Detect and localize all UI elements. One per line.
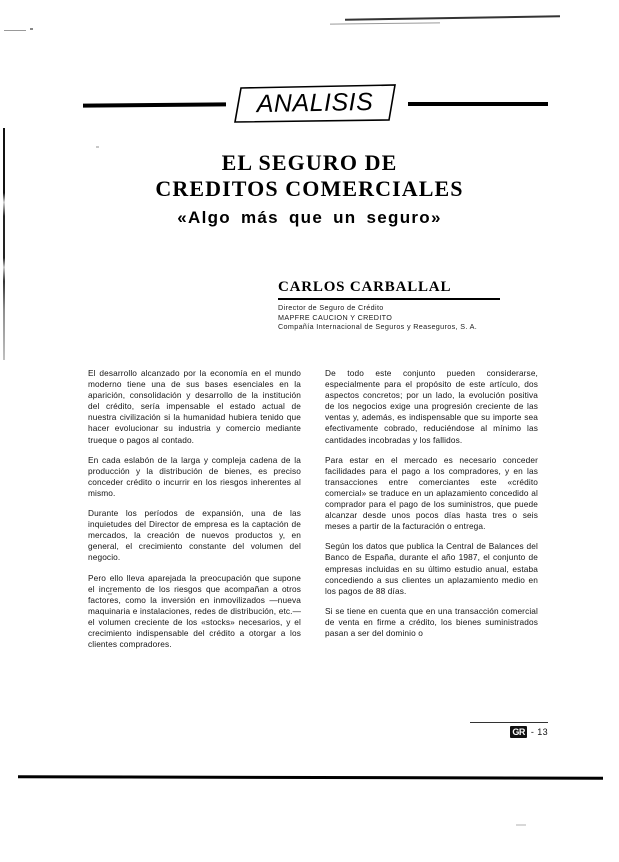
scan-artifact-speck-c bbox=[96, 146, 99, 148]
page-title-line-2: CREDITOS COMERCIALES bbox=[155, 176, 464, 201]
page-subtitle: «Algo más que un seguro» bbox=[177, 208, 442, 227]
byline bbox=[278, 278, 538, 332]
scan-artifact-speck-b bbox=[516, 824, 526, 826]
byline-divider bbox=[278, 298, 500, 300]
publication-logo-icon: GR bbox=[512, 727, 525, 737]
article-title-block bbox=[0, 150, 619, 230]
paragraph: En cada eslabón de la larga y compleja cadena de la producción y la distribución de bienes, es preciso conceder crédito o incurrir en los riesgos inherentes al mismo. bbox=[88, 454, 301, 498]
paragraph: Si se tiene en cuenta que en una transacción comercial de venta en firme a crédito, los bienes suministrados pasan a ser del dominio o bbox=[325, 605, 538, 638]
scan-artifact-top-streak bbox=[345, 15, 560, 20]
author-company-full: Compañía Internacional de Seguros y Reaseguros, S. A. bbox=[278, 322, 478, 332]
author-company: MAPFRE CAUCION Y CREDITO bbox=[278, 312, 393, 322]
paragraph: El desarrollo alcanzado por la economía en el mundo moderno tiene una de sus bases esenciales en la aparición, consolidación y desarrollo de la institución del crédito, sería impensable el estado actual de nuestra civilización si la humanidad hubiera tenido que hacer evolucionar su industria y comercio mediante trueque o pagos al contado. bbox=[88, 368, 301, 445]
page-number: - 13 bbox=[530, 727, 548, 737]
author-role: Director de Seguro de Crédito bbox=[278, 303, 384, 312]
page-footer bbox=[438, 726, 548, 738]
article-body bbox=[88, 368, 538, 650]
paragraph: Pero ello lleva aparejada la preocupación que supone el incremento de los riesgos que acompañan a otros factores, como la inversión en inmovilizados —nueva maquinaria e instalaciones, redes de distribución, etc.— el volumen creciente de los «stocks» necesarios, y el crecimiento indispensable del crédito a otorgar a los clientes compradores. bbox=[88, 572, 301, 650]
paragraph: De todo este conjunto pueden considerarse, especialmente para el propósito de este artículo, dos aspectos concretos; por un lado, la evolución positiva de los negocios exige una progresión creciente de las ventas y, además, es indispensable que su importe sea efectivamente cobrado, reduciéndose al mínimo las cantidades incobradas y los fallidos. bbox=[325, 368, 538, 445]
footer-divider bbox=[470, 722, 548, 723]
paragraph: Para estar en el mercado es necesario conceder facilidades para el pago a los compradores, y en las transacciones entre comerciantes este «crédito comercial» se traduce en un aplazamiento concedido al comprador para el pago de los suministros, que puede alcanzar desde unos pocos días hasta tres o seis meses a partir de la facturación o entrega. bbox=[325, 454, 538, 532]
section-tag-box bbox=[232, 82, 398, 124]
page-title-line-1: EL SEGURO DE bbox=[221, 150, 398, 175]
scan-artifact-top-streak-secondary bbox=[330, 22, 440, 24]
body-column-right bbox=[325, 368, 538, 650]
author-name: CARLOS CARBALLAL bbox=[278, 279, 452, 295]
page-bottom-border bbox=[18, 775, 603, 780]
header-rule-right bbox=[408, 102, 548, 106]
paragraph: Durante los períodos de expansión, una de las inquietudes del Director de empresa es la captación de mercados, la creación de nuevos productos y, en general, el crecimiento constante del volumen del negocio. bbox=[88, 508, 301, 563]
body-column-left bbox=[88, 368, 301, 650]
section-header-band bbox=[0, 70, 619, 118]
section-tag-label: ANALISIS bbox=[256, 87, 374, 118]
scan-artifact-left-dot bbox=[4, 30, 26, 31]
header-rule-left bbox=[83, 102, 226, 107]
scan-artifact-left-dot-secondary bbox=[30, 28, 33, 30]
paragraph: Según los datos que publica la Central de Balances del Banco de España, durante el año 1987, el conjunto de empresas incluidas en su último estudio anual, estaba concediendo a sus clientes un aplazamiento medio en los pagos de 88 días. bbox=[325, 541, 538, 596]
